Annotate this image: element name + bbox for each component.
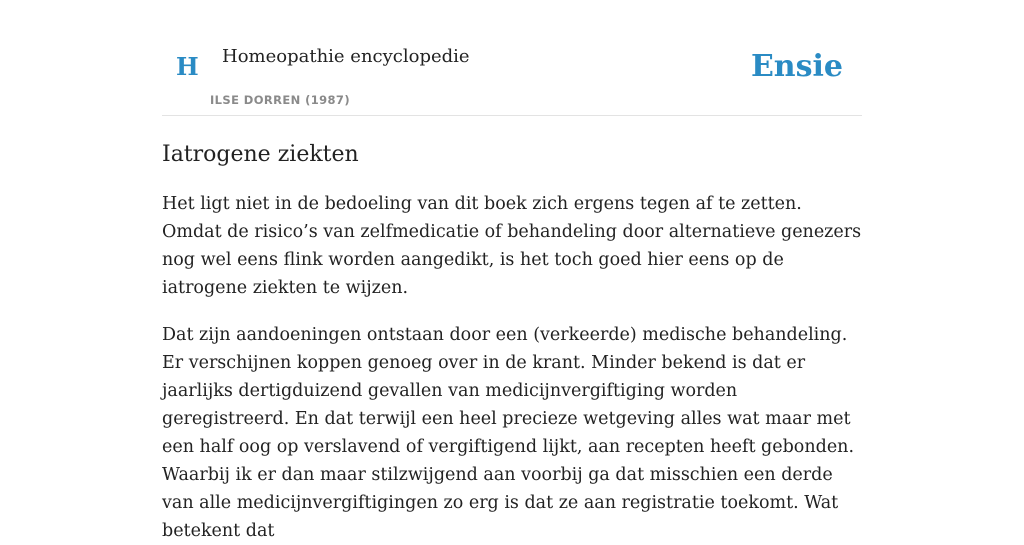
book-title-link[interactable]: Homeopathie encyclopedie (222, 46, 470, 67)
article-title: Iatrogene ziekten (162, 142, 359, 167)
book-logo[interactable]: H (176, 52, 199, 81)
ensie-logo-link[interactable]: Ensie (750, 49, 843, 84)
article-paragraph-1: Het ligt niet in de bedoeling van dit boek zich ergens tegen af te zetten. Omdat de risico’s van zelfmedicatie of behandeling door alternatieve genezers nog wel eens flink worden aangedikt, is het toch goed hier eens op de iatrogene ziekten te wijzen. (162, 194, 862, 299)
article-paragraph-2: Dat zijn aandoeningen ontstaan door een (verkeerde) medische behandeling. Er verschijnen koppen genoeg over in de krant. Minder bekend is dat er jaarlijks dertigduizend gevallen van medicijnvergiftiging worden geregistreerd. En dat terwijl een heel precieze wetgeving alles wat maar met een half oog op verslavend of vergiftigend lijkt, aan recepten heeft gebonden. Waarbij ik er dan maar stilzwijgend aan voorbij ga dat misschien een derde van alle medicijnvergiftigingen zo erg is dat ze aan registratie toekomt. Wat betekent dat (162, 325, 855, 542)
book-header (162, 0, 862, 116)
content-container (162, 0, 862, 545)
book-author: ILSE DORREN (1987) (210, 93, 350, 107)
